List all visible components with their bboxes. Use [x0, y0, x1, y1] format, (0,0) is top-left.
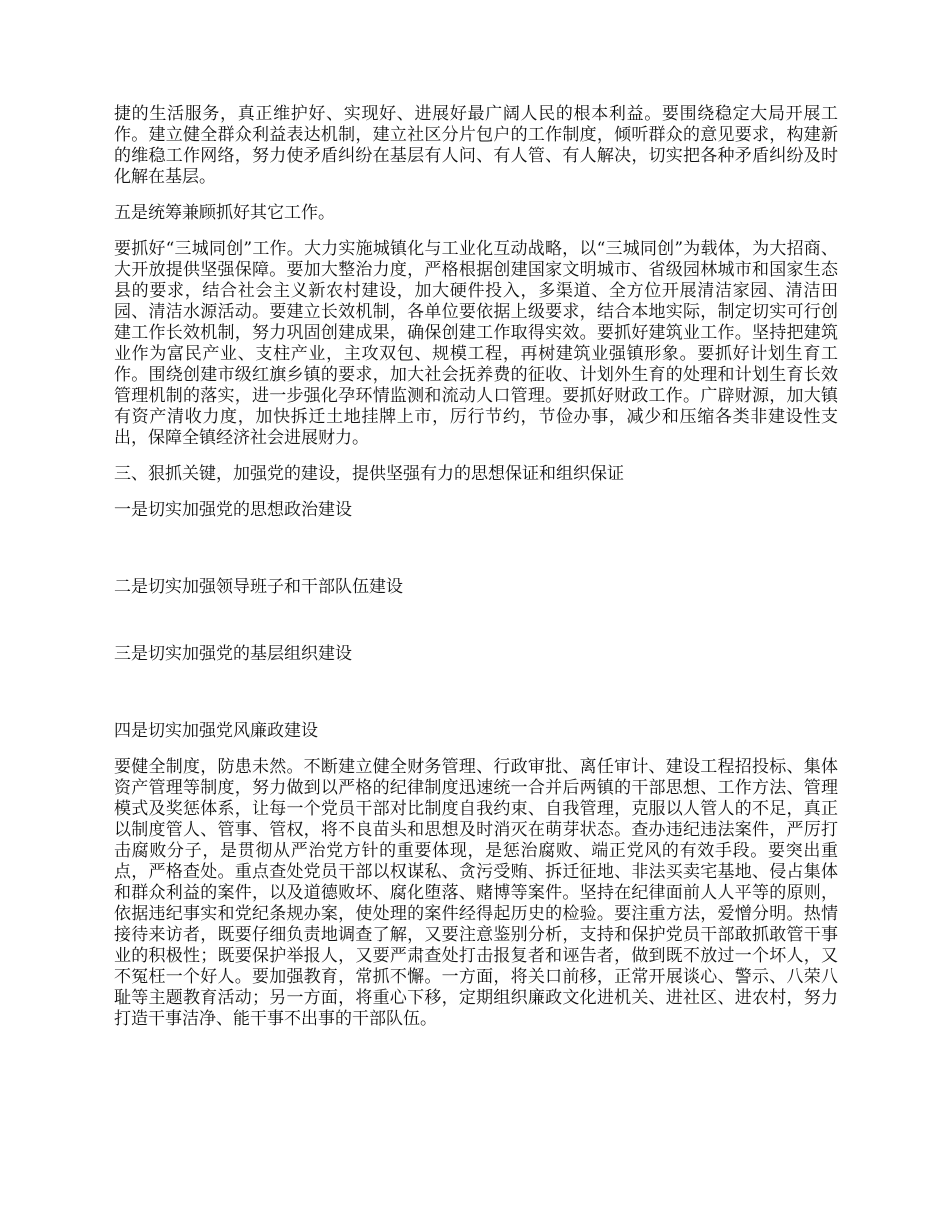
spacer	[114, 665, 838, 721]
heading-other-work: 五是统筹兼顾抓好其它工作。	[114, 203, 335, 223]
spacer	[114, 598, 838, 644]
spacer	[114, 449, 838, 464]
spacer	[114, 224, 838, 239]
spacer	[114, 188, 838, 203]
spacer	[114, 742, 838, 757]
paragraph-service-stability: 捷的生活服务，真正维护好、实现好、进展好最广阔人民的根本利益。要围绕稳定大局开展工作。建立健全群众利益表达机制，建立社区分片包户的工作制度，倾听群众的意见要求，构建新的维稳工作网络，努力使矛盾纠纷在基层有人问、有人管、有人解决，切实把各种矛盾纠纷及时化解在基层。	[114, 104, 838, 187]
subheading-anti-corruption: 四是切实加强党风廉政建设	[114, 721, 318, 741]
spacer	[114, 521, 838, 577]
section-heading-party-building: 三、狠抓关键，加强党的建设，提供坚强有力的思想保证和组织保证	[114, 464, 624, 484]
subheading-leadership-building: 二是切实加强领导班子和干部队伍建设	[114, 577, 403, 597]
document-body	[114, 104, 838, 1030]
subheading-grassroots-building: 三是切实加强党的基层组织建设	[114, 644, 352, 664]
spacer	[114, 485, 838, 500]
paragraph-three-cities: 要抓好“三城同创”工作。大力实施城镇化与工业化互动战略，以“三城同创”为载体，为大招商、大开放提供坚强保障。要加大整治力度，严格根据创建国家文明城市、省级园林城市和国家生态县的要求，结合社会主义新农村建设，加大硬件投入，多渠道、全方位开展清洁家园、清洁田园、清洁水源活动。要建立长效机制，各单位要依据上级要求，结合本地实际，制定切实可行创建工作长效机制，努力巩固创建成果，确保创建工作取得实效。要抓好建筑业工作。坚持把建筑业作为富民产业、支柱产业，主攻双包、规模工程，再树建筑业强镇形象。要抓好计划生育工作。围绕创建市级红旗乡镇的要求，加大社会抚养费的征收、计划外生育的处理和计划生育长效管理机制的落实，进一步强化孕环情监测和流动人口管理。要抓好财政工作。广辟财源，加大镇有资产清收力度，加快拆迁土地挂牌上市，厉行节约，节俭办事，减少和压缩各类非建设性支出，保障全镇经济社会进展财力。	[114, 239, 838, 448]
paragraph-anti-corruption: 要健全制度，防患未然。不断建立健全财务管理、行政审批、离任审计、建设工程招投标、集体资产管理等制度，努力做到以严格的纪律制度迅速统一合并后两镇的干部思想、工作方法、管理模式及奖惩体系，让每一个党员干部对比制度自我约束、自我管理，克服以人管人的不足，真正以制度管人、管事、管权，将不良苗头和思想及时消灭在萌芽状态。查办违纪违法案件，严厉打击腐败分子，是贯彻从严治党方针的重要体现，是惩治腐败、端正党风的有效手段。要突出重点，严格查处。重点查处党员干部以权谋私、贪污受贿、拆迁征地、非法买卖宅基地、侵占集体和群众利益的案件，以及道德败坏、腐化堕落、赌博等案件。坚持在纪律面前人人平等的原则，依据违纪事实和党纪条规办案，使处理的案件经得起历史的检验。要注重方法，爱憎分明。热情接待来访者，既要仔细负责地调查了解，又要注意鉴别分析，支持和保护党员干部敢抓敢管干事业的积极性；既要保护举报人，又要严肃查处打击报复者和诬告者，做到既不放过一个坏人，又不冤枉一个好人。要加强教育，常抓不懈。一方面，将关口前移，正常开展谈心、警示、八荣八耻等主题教育活动；另一方面，将重心下移，定期组织廉政文化进机关、进社区、进农村，努力打造干事洁净、能干事不出事的干部队伍。	[114, 757, 838, 1029]
subheading-ideological-building: 一是切实加强党的思想政治建设	[114, 500, 352, 520]
